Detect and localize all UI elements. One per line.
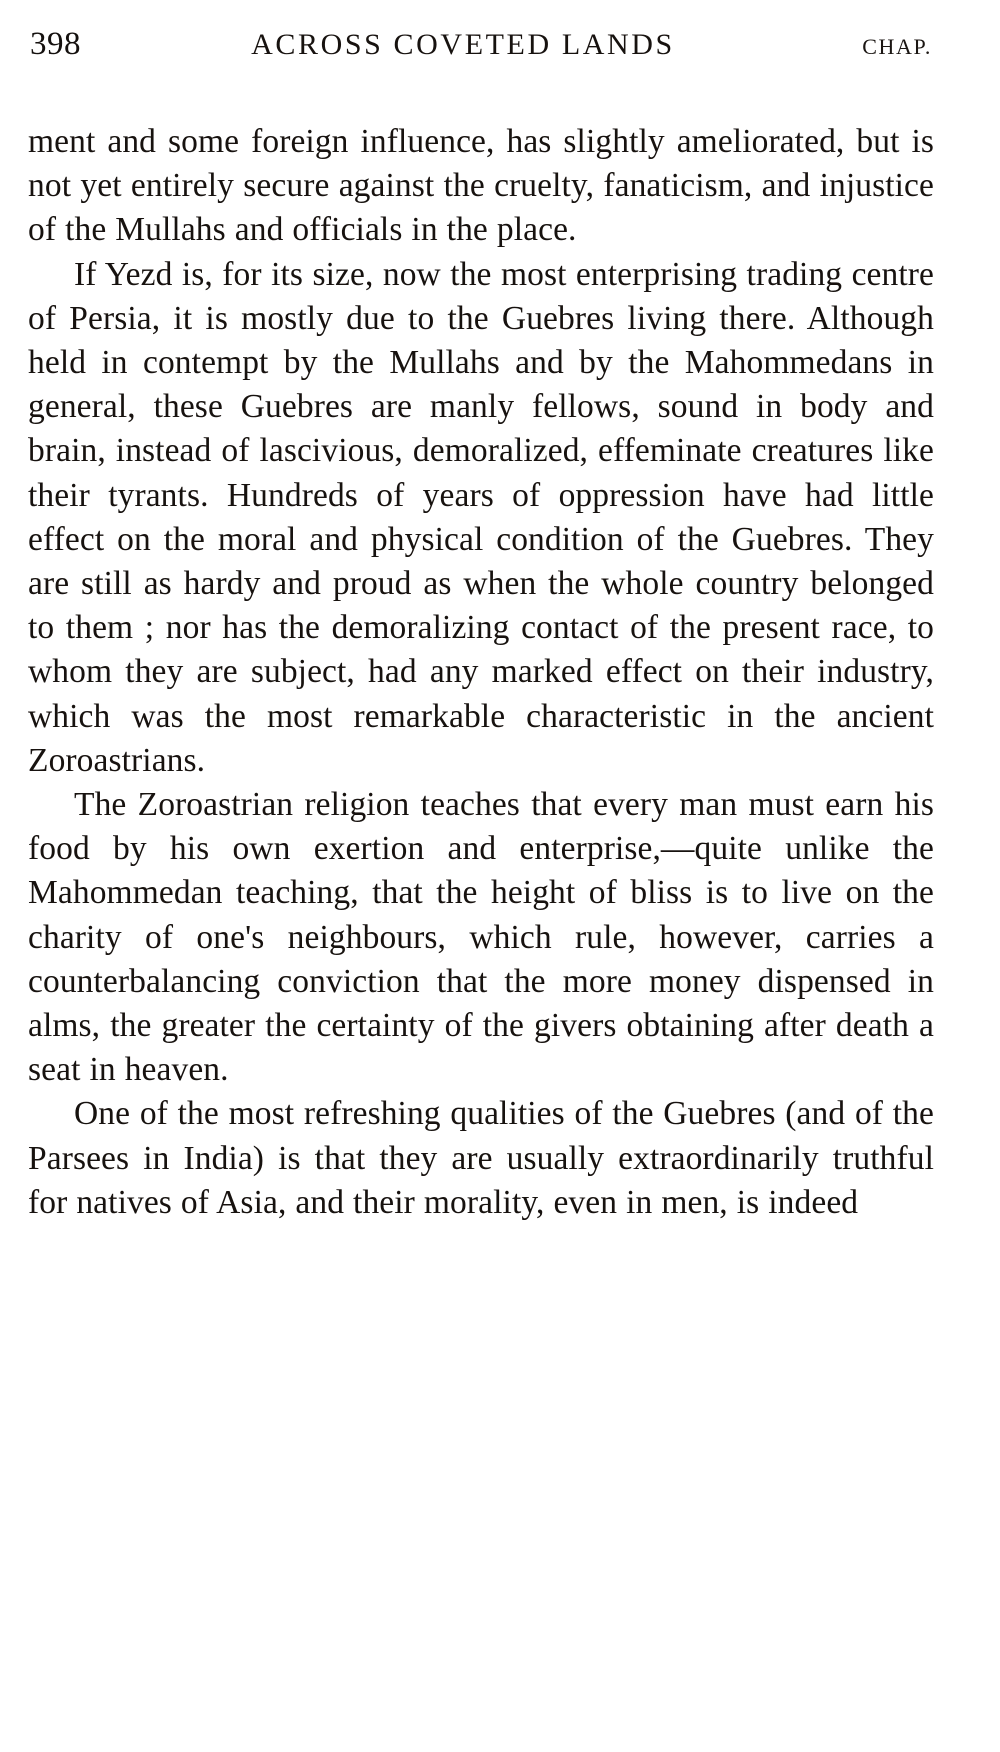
body-text (26, 120, 938, 1225)
running-head (26, 26, 938, 92)
chapter-label: CHAP. (862, 34, 932, 59)
page-number: 398 (30, 26, 81, 62)
paragraph: If Yezd is, for its size, now the most enterprising trading centre of Persia, it is mostly due to the Guebres living there. Although held in contempt by the Mullahs and by the Mahommedans in general, these Guebres are manly fellows, sound in body and brain, instead of lascivious, demoralized, effeminate creatures like their tyrants. Hundreds of years of oppression have had little effect on the moral and physical condition of the Guebres. They are still as hardy and proud as when the whole country belonged to them ; nor has the demoralizing contact of the present race, to whom they are subject, had any marked effect on their industry, which was the most remarkable characteristic in the ancient Zoroastrians. (28, 255, 934, 779)
paragraph: The Zoroastrian religion teaches that every man must earn his food by his own exertion and enterprise,—quite unlike the Mahommedan teaching, that the height of bliss is to live on the charity of one's neighbours, which rule, however, carries a counterbalancing conviction that the more money dispensed in alms, the greater the certainty of the givers obtaining after death a seat in heaven. (28, 786, 934, 1089)
paragraph: One of the most refreshing qualities of the Guebres (and of the Parsees in India) is that they are usually extraordinarily truthful for natives of Asia, and their morality, even in men, is indeed (28, 1095, 934, 1221)
running-title: ACROSS COVETED LANDS (251, 28, 675, 61)
paragraph-continuation: ment and some foreign influence, has slightly ameliorated, but is not yet entirely secure against the cruelty, fanaticism, and injustice of the Mullahs and officials in the place. (28, 123, 934, 249)
